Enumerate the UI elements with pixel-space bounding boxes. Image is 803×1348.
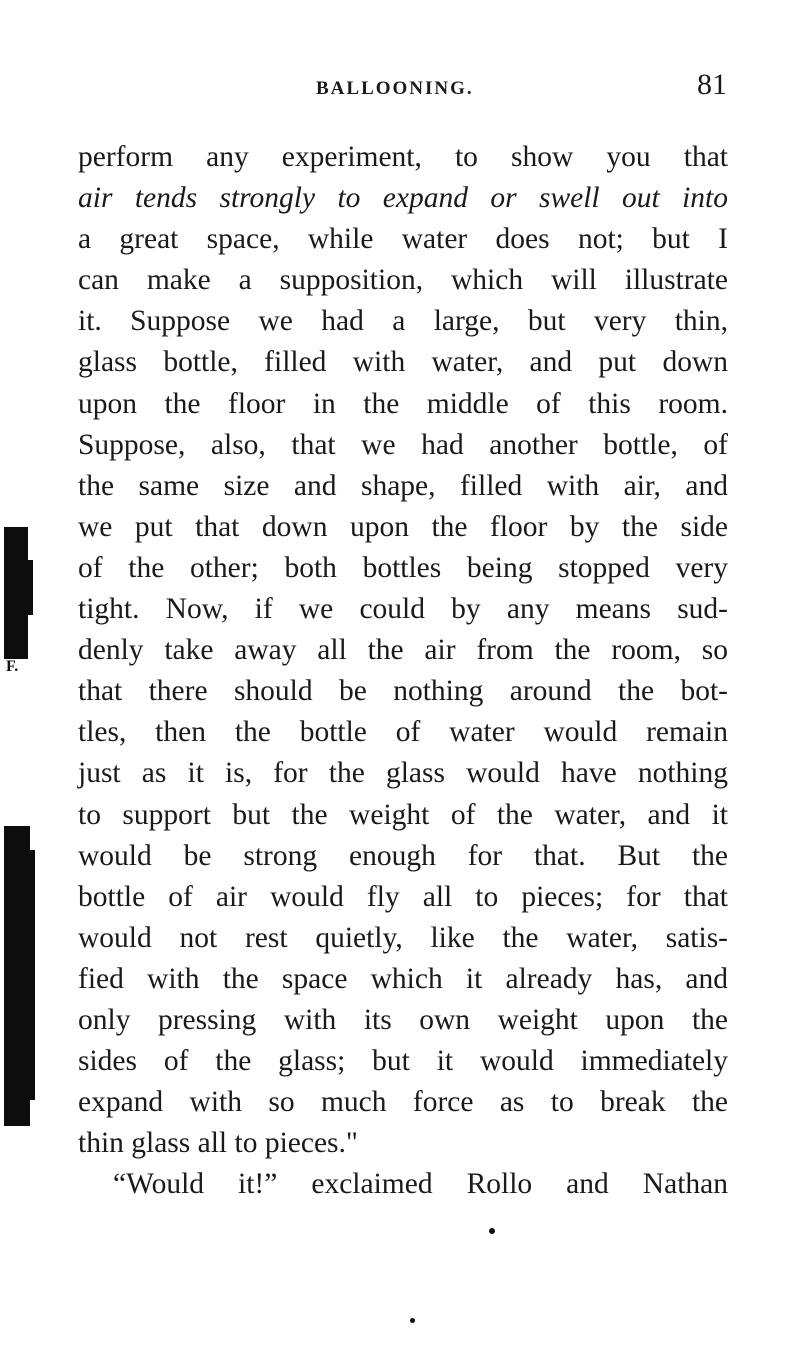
text-line: only pressing with its own weight upon the xyxy=(78,1003,728,1036)
text-line: would not rest quietly, like the water, satis- xyxy=(78,921,728,954)
text-line: bottle of air would fly all to pieces; for that xyxy=(78,880,728,913)
text-line: can make a supposition, which will illustrate xyxy=(78,264,728,297)
text-line-italic xyxy=(78,178,728,219)
text-line: glass bottle, filled with water, and put down xyxy=(78,346,728,379)
text-line: fied with the space which it already has, and xyxy=(78,962,728,995)
text-line: of the other; both bottles being stopped very xyxy=(78,551,728,584)
running-head: BALLOONING. xyxy=(316,78,474,99)
speck xyxy=(410,1318,415,1323)
text-line: tles, then the bottle of water would remain xyxy=(78,716,728,749)
text-line: that there should be nothing around the bot- xyxy=(78,675,728,708)
speck xyxy=(489,1228,495,1234)
dialogue-line: “Would it!” exclaimed Rollo and Nathan xyxy=(113,1168,728,1201)
text-line: expand with so much force as to break the xyxy=(78,1086,728,1119)
text-line: just as it is, for the glass would have nothing xyxy=(78,757,728,790)
text-line: sides of the glass; but it would immediately xyxy=(78,1045,728,1078)
scan-artifact-edge xyxy=(28,560,33,615)
text-line: Suppose, also, that we had another bottle, of xyxy=(78,428,728,461)
text-line: would be strong enough for that. But the xyxy=(78,839,728,872)
text-line: upon the floor in the middle of this room. xyxy=(78,387,728,420)
text-line: tight. Now, if we could by any means sud- xyxy=(78,593,728,626)
body-text xyxy=(78,137,728,1205)
text-line: the same size and shape, filled with air, and xyxy=(78,469,728,502)
scan-artifact-bar xyxy=(4,826,30,1126)
text-line: we put that down upon the floor by the side xyxy=(78,510,728,543)
italic-text: air tends strongly to expand or swell out into xyxy=(78,182,728,215)
text-line: a great space, while water does not; but I xyxy=(78,223,728,256)
text-line: it. Suppose we had a large, but very thin, xyxy=(78,305,728,338)
scan-artifact-edge xyxy=(30,850,35,1100)
text-line: denly take away all the air from the room, so xyxy=(78,634,728,667)
paragraph-end-line: thin glass all to pieces." xyxy=(78,1127,358,1160)
margin-letter: F. xyxy=(6,658,19,675)
text-line: perform any experiment, to show you that xyxy=(78,141,728,173)
page-number: 81 xyxy=(697,68,727,101)
scan-artifact-bar xyxy=(4,527,28,659)
text-line: to support but the weight of the water, and it xyxy=(78,798,728,831)
